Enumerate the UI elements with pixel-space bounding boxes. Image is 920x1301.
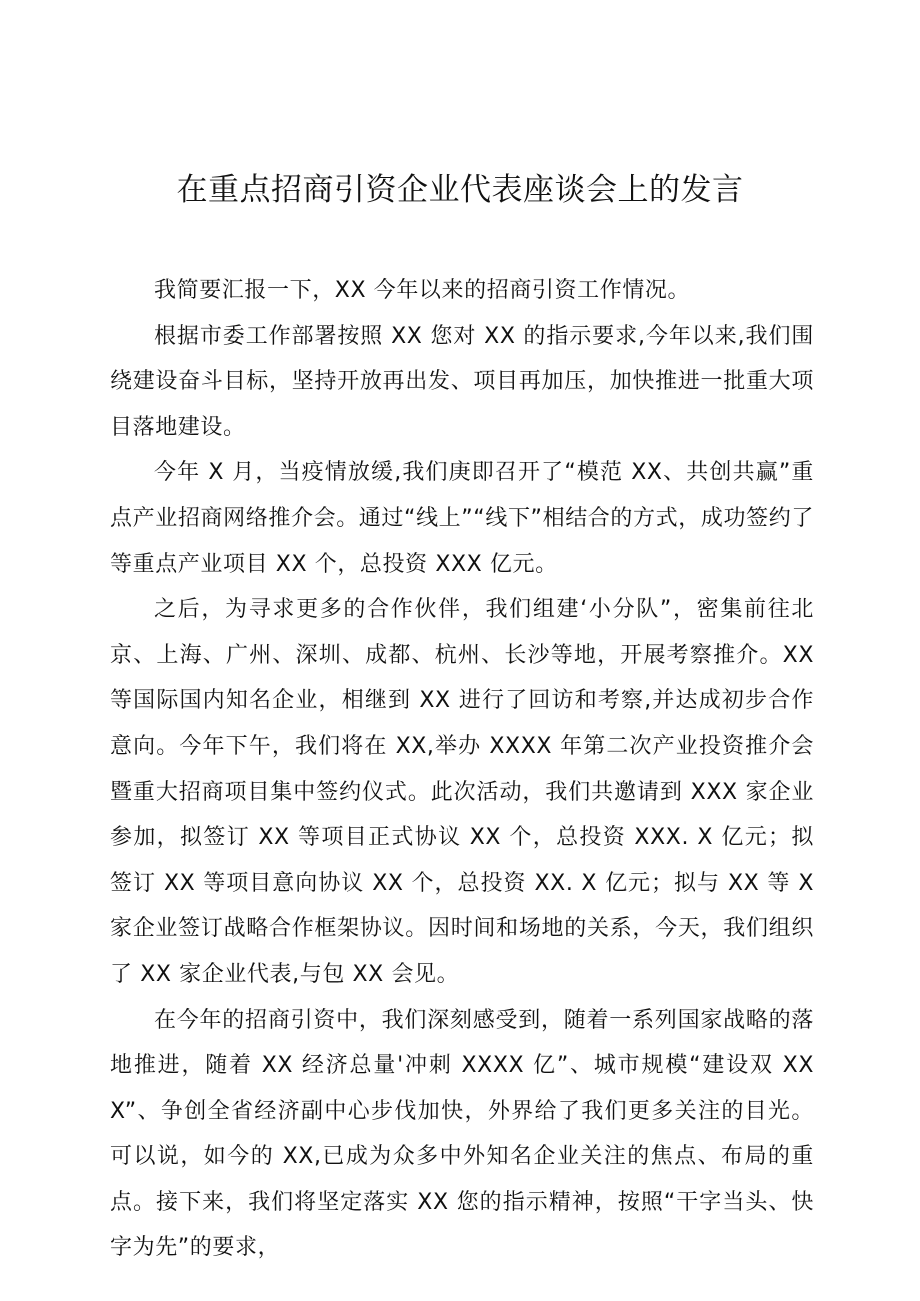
document-title: 在重点招商引资企业代表座谈会上的发言 [176,172,744,208]
document-body [110,268,814,1271]
paragraph-5: 在今年的招商引资中，我们深刻感受到，随着一系列国家战略的落地推进，随着 XX 经济总量'冲刺 XXXX 亿”、城市规模“建设双 XXX”、争创全省经济副中心步伐加快，外界给了我们更多关注的目光。可以说，如今的 XX,已成为众多中外知名企业关注的焦点、布局的重点。接下来，我们将坚定落实 XX 您的指示精神，按照“干字当头、快字为先”的要求， [110,1007,814,1261]
paragraph-4: 之后，为寻求更多的合作伙伴，我们组建‘小分队”，密集前往北京、上海、广州、深圳、成都、杭州、长沙等地，开展考察推介。XX 等国际国内知名企业，相继到 XX 进行了回访和考察,并达成初步合作意向。今年下午，我们将在 XX,举办 XXXX 年第二次产业投资推介会暨重大招商项目集中签约仪式。此次活动，我们共邀请到 XXX 家企业参加，拟签订 XX 等项目正式协议 XX 个，总投资 XXX. X 亿元；拟签订 XX 等项目意向协议 XX 个，总投资 XX. X 亿元；拟与 XX 等 X 家企业签订战略合作框架协议。因时间和场地的关系，今天，我们组织了 XX 家企业代表,与包 XX 会见。 [110,597,814,987]
paragraph-3: 今年 X 月，当疫情放缓,我们庚即召开了“模范 XX、共创共赢”重点产业招商网络推介会。通过“线上”“线下”相结合的方式，成功签约了等重点产业项目 XX 个，总投资 XXX 亿元。 [110,460,814,577]
paragraph-1: 我简要汇报一下，XX 今年以来的招商引资工作情况。 [154,278,691,303]
paragraph-2: 根据市委工作部署按照 XX 您对 XX 的指示要求,今年以来,我们围绕建设奋斗目标，坚持开放再出发、项目再加压，加快推进一批重大项目落地建设。 [110,323,814,440]
